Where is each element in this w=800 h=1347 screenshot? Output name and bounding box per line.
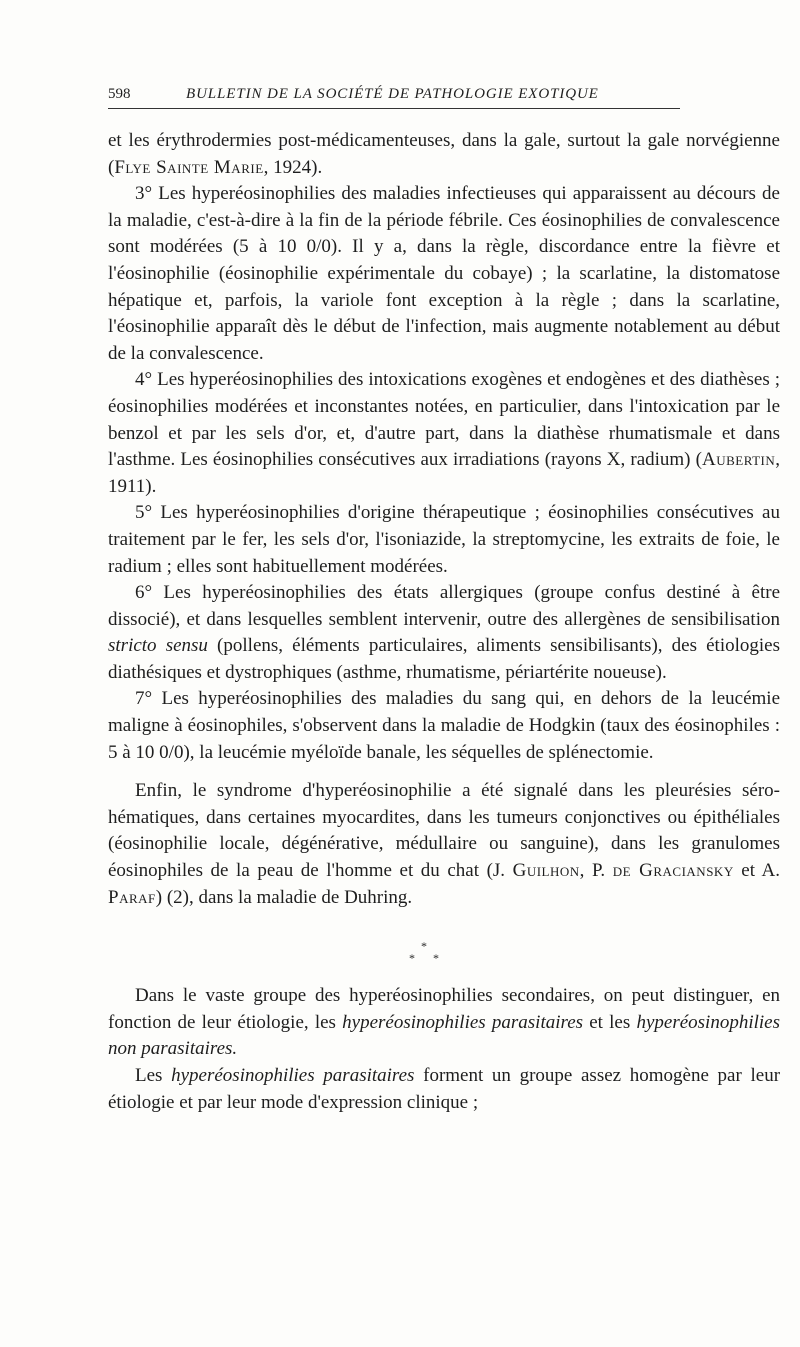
text-run: (pollens, éléments particulaires, aliments sensibilisants), des étiologies diathésiques et dystrophiques (asthme, rhumatisme, périartérite noueuse).	[108, 635, 780, 683]
paragraph-item-3: 3° Les hyperéosinophilies des maladies infectieuses qui apparaissent au décours de la maladie, c'est-à-dire à la fin de la période fébrile. Ces éosinophilies de convalescence sont modérées (5 à 10 0/0). Il y a, dans la règle, discordance entre la fièvre et l'éosinophilie (éosinophilie expérimentale du cobaye) ; la scarlatine, la distomatose hépatique et, parfois, la variole font exception à la règle ; dans la scarlatine, l'éosinophilie apparaît dès le début de l'infection, mais augmente notablement au début de la convalescence.	[108, 183, 780, 364]
text-run: 4° Les hyperéosinophilies des intoxications exogènes et endogènes et des diathèses ; éosinophilies modérées et inconstantes notées, en particulier, dans l'intoxication par le benzol et par les sels d'or, et, d'autre part, dans la diathèse rhumatismale et dans l'asthme. Les éosinophilies consécutives aux irradiations (rayons X, radium) (	[108, 369, 780, 471]
paragraph-classification	[108, 983, 780, 1063]
text-run: , P.	[579, 860, 613, 882]
text-run: forment un groupe assez homogène par leur étiologie et par leur mode d'expression clinique ;	[108, 1065, 781, 1113]
text-run: Dans le vaste groupe des hyperéosinophilies secondaires, on peut distinguer, en fonction de leur étiologie, les	[108, 985, 780, 1033]
text-run: , 1911).	[108, 449, 780, 497]
text-run: Enfin, le syndrome d'hyperéosinophilie a été signalé dans les pleurésies séro-hématiques, dans certaines myocardites, dans les tumeurs conjonctives ou épithéliales (éosinophilie locale, dégénérative, médullaire ou sanguine), dans les granulomes éosinophiles de la peau de l'homme et du chat (J.	[108, 780, 780, 882]
author-citation: Aubertin	[701, 449, 776, 471]
author-citation: de Graciansky	[612, 860, 734, 882]
emphasis-term: hyperéosinophilies parasitaires	[342, 1011, 584, 1033]
emphasis-term: hyperéosinophilies parasitaires	[171, 1065, 415, 1086]
author-citation: Flye Sainte Marie	[114, 156, 264, 178]
paragraph-continuation	[108, 128, 780, 181]
latin-term: stricto sensu	[108, 635, 208, 657]
text-run: et les	[583, 1011, 637, 1033]
running-title: BULLETIN DE LA SOCIÉTÉ DE PATHOLOGIE EXOTIQUE	[186, 86, 599, 102]
paragraph-item-5: 5° Les hyperéosinophilies d'origine thérapeutique ; éosinophilies consécutives au traitement par le fer, les sels d'or, l'isoniazide, la streptomycine, les extraits de foie, le radium ; elles sont habituellement modérées.	[108, 502, 780, 577]
text-run: ) (2), dans la maladie de Duhring.	[155, 886, 413, 908]
page-header	[108, 84, 680, 109]
body-text	[108, 128, 780, 1116]
text-run: 6° Les hyperéosinophilies des états allergiques (groupe confus destiné à être dissocié), et dans lesquelles semblent intervenir, outre des allergènes de sensibilisation	[108, 582, 780, 630]
author-citation: Guilhon	[512, 860, 580, 882]
text-run: Les	[135, 1065, 172, 1086]
text-run: et A.	[733, 860, 780, 882]
paragraph-item-4	[108, 367, 780, 500]
paragraph-item-6	[108, 580, 780, 686]
section-separator	[108, 923, 780, 983]
paragraph-enfin	[108, 778, 780, 911]
emphasis-term: hyperéosinophilies non parasitaires.	[108, 1011, 780, 1060]
asterism-star: *	[433, 951, 439, 966]
paragraph-item-7: 7° Les hyperéosinophilies des maladies du sang qui, en dehors de la leucémie maligne à éosinophiles, s'observent dans la maladie de Hodgkin (taux des éosinophiles : 5 à 10 0/0), la leucémie myéloïde banale, les séquelles de splénectomie.	[108, 688, 780, 763]
asterism-star: *	[409, 951, 415, 966]
asterism-star: *	[421, 939, 427, 954]
text-run: , 1924).	[263, 156, 323, 178]
paragraph-parasitaires	[108, 1063, 780, 1116]
page-number: 598	[108, 86, 131, 102]
text-run: et les érythrodermies post-médicamenteuses, dans la gale, surtout la gale norvégienne (	[108, 130, 780, 178]
author-citation: Paraf	[108, 886, 156, 908]
